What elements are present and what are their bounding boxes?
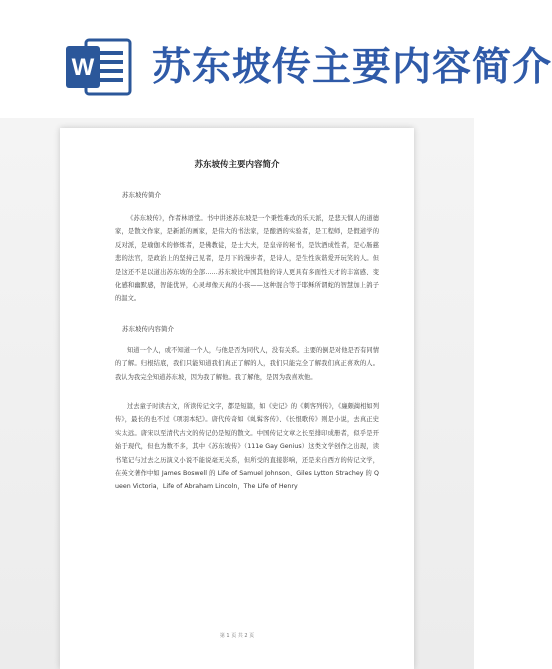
banner <box>0 0 552 118</box>
paragraph-biography: 过去童子时读古文，所读传记文字，都是短篇，如《史记》的《刺客列传》，《廉颇蔺相如列传》，最长的也不过《项羽本纪》。唐代传奇如《虬髯客传》、《长恨歌传》则是小说，去真正史实太远。唐宋以至清代古文的传记仍是短的散文。中国传记文章之长至排印成册者，似乎是开始于现代，但也为数不多，其中《苏东坡传》（111e Gay Genius）这类文学创作之出现，读书笔记与过去之历演义小说不能说毫无关系，但所受的直接影响，还是来自西方的传记文学，在英文著作中如 James Boswell 的 Life of Samuel Johnson、Giles Lytton Strachey 的 Queen Victoria，Life of Abraham Lincoln，The Life of Henry <box>115 403 379 491</box>
section-heading-content: 苏东坡传内容简介 <box>122 325 174 333</box>
document-page <box>60 128 414 669</box>
page-number: 第 1 页 共 2 页 <box>219 633 255 639</box>
document-title: 苏东坡传主要内容简介 <box>194 160 280 170</box>
word-icon-letter: W <box>71 54 95 81</box>
banner-title: 苏东坡传主要内容简介 <box>152 45 552 90</box>
paragraph-content: 知道一个人，或不知道一个人，与他是否为同代人，没有关系。主要的倒是对他是否有同情的了解。归根结底，我们只能知道我们真正了解的人，我们只能完全了解我们真正喜欢的人。我认为我完全知道苏东坡，因为我了解他。我了解他，是因为我喜欢他。 <box>115 347 379 381</box>
word-doc-icon <box>66 36 132 98</box>
section-heading-intro: 苏东坡传简介 <box>122 191 161 199</box>
paragraph-intro: 《苏东坡传》，作者林语堂。书中讲述苏东坡是一个秉性难改的乐天派，是悲天悯人的道德家，是散文作家，是新派的画家，是伟大的书法家，是酿酒的实验者，是工程师，是假道学的反对派，是瑜伽术的修炼者，是佛教徒，是士大夫，是皇帝的秘书，是饮酒成性者，是心肠慈悲的法官，是政治上的坚持己见者，是月下的漫步者，是诗人，是生性诙谐爱开玩笑的人。但是这还不足以道出苏东坡的全部……苏东坡比中国其他的诗人更具有多面性天才的丰富感、变化感和幽默感，智能优异，心灵却像天真的小孩——这种混合等于耶稣所谓蛇的智慧加上鸽子的温文。 <box>115 215 379 303</box>
